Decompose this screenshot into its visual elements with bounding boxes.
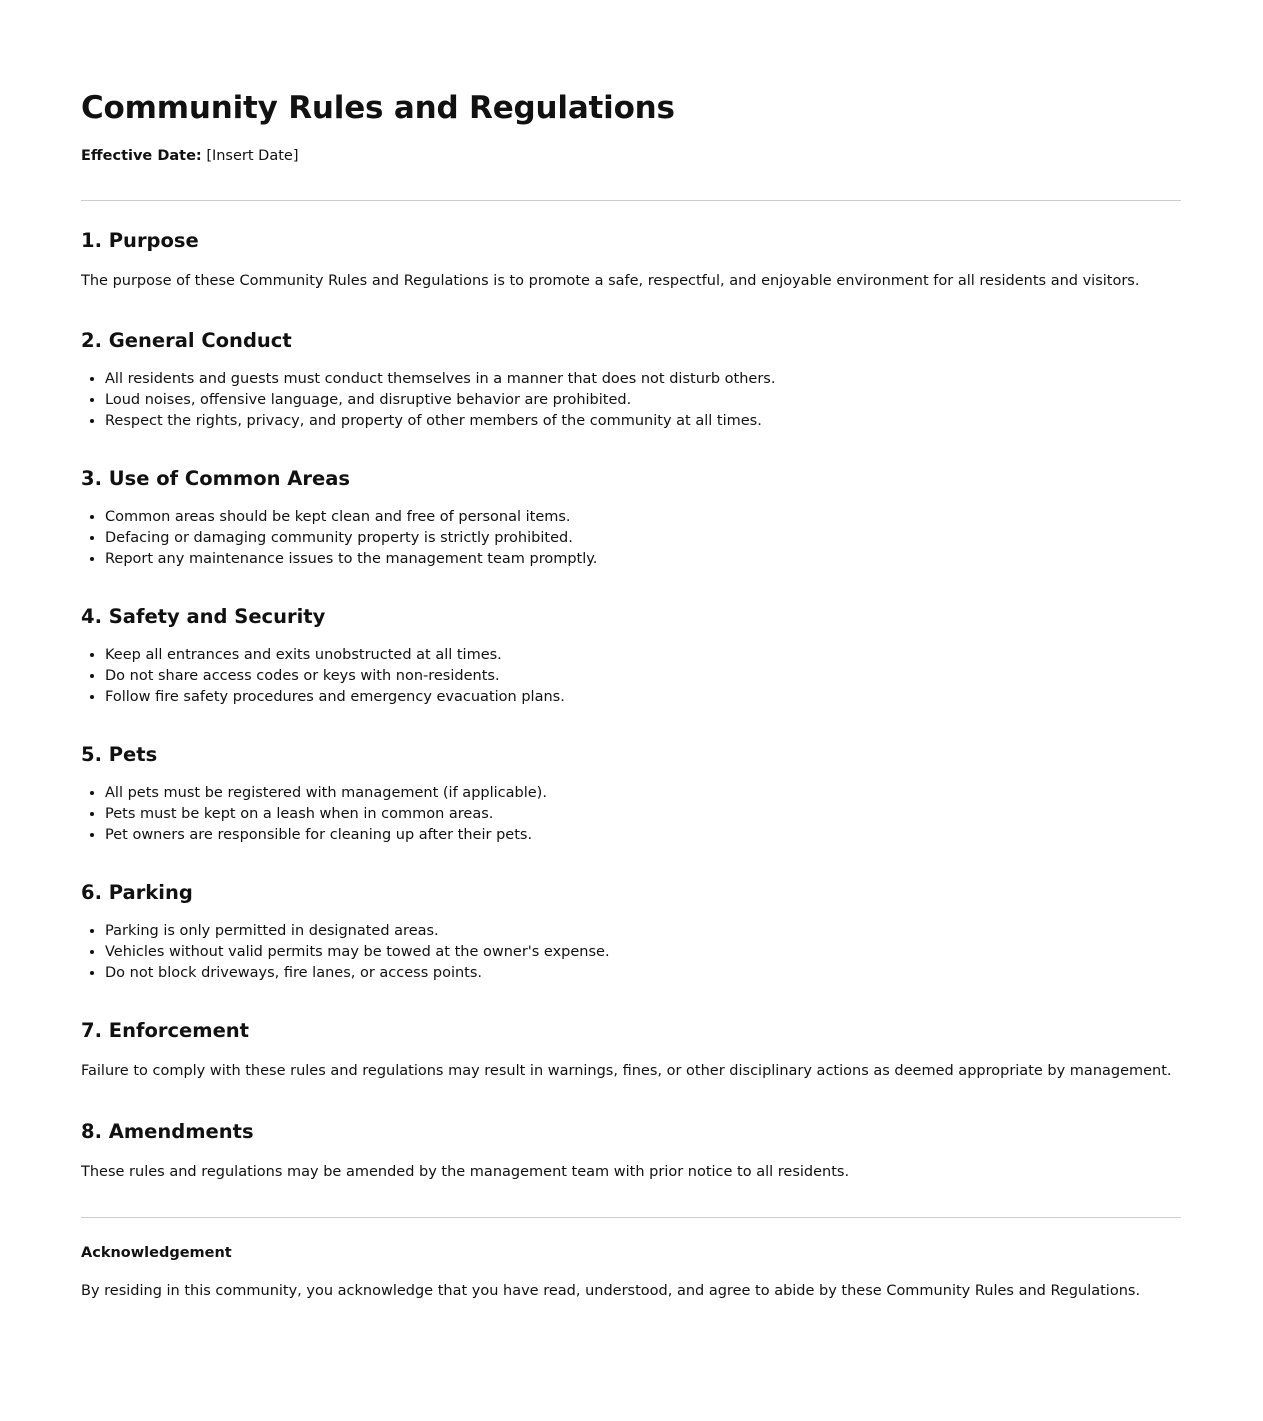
list-item: • Keep all entrances and exits unobstructed at all times. (105, 645, 1181, 666)
list-item: • Pet owners are responsible for cleaning up after their pets. (105, 825, 1181, 846)
section-paragraph: Failure to comply with these rules and regulations may result in warnings, fines, or other disciplinary actions as deemed appropriate by management. (81, 1063, 1172, 1079)
acknowledgement-title: Acknowledgement (81, 1245, 232, 1261)
section-heading: 2. General Conduct (81, 329, 292, 352)
list-item: • Follow fire safety procedures and emergency evacuation plans. (105, 687, 1181, 708)
list-item: • Pets must be kept on a leash when in common areas. (105, 804, 1181, 825)
section-heading: 6. Parking (81, 881, 193, 904)
section-pets (81, 742, 1181, 846)
section-general-conduct (81, 328, 1181, 432)
section-heading: 4. Safety and Security (81, 605, 326, 628)
list-item: • Common areas should be kept clean and free of personal items. (105, 507, 1181, 528)
list-item: • Respect the rights, privacy, and property of other members of the community at all times. (105, 411, 1181, 432)
list-item: • Do not share access codes or keys with non-residents. (105, 666, 1181, 687)
effective-date-label: Effective Date: (81, 148, 202, 164)
list-item: • Report any maintenance issues to the management team promptly. (105, 549, 1181, 570)
rules-list (81, 921, 1181, 984)
section-common-areas (81, 466, 1181, 570)
rules-list (81, 507, 1181, 570)
list-item: • Loud noises, offensive language, and disruptive behavior are prohibited. (105, 390, 1181, 411)
rules-list (81, 369, 1181, 432)
list-item: • Vehicles without valid permits may be towed at the owner's expense. (105, 942, 1181, 963)
section-paragraph: These rules and regulations may be amended by the management team with prior notice to all residents. (81, 1164, 850, 1180)
section-enforcement (81, 1018, 1181, 1082)
acknowledgement-text: By residing in this community, you acknowledge that you have read, understood, and agree to abide by these Community Rules and Regulations. (81, 1283, 1141, 1299)
list-item: • Do not block driveways, fire lanes, or access points. (105, 963, 1181, 984)
effective-date (81, 146, 298, 166)
document-page (81, 0, 1181, 1300)
effective-date-value: [Insert Date] (206, 148, 299, 164)
section-parking (81, 880, 1181, 984)
section-heading: 1. Purpose (81, 229, 199, 252)
page-title: Community Rules and Regulations (81, 90, 675, 126)
section-safety-security (81, 604, 1181, 708)
section-amendments (81, 1119, 1181, 1183)
footer-divider (81, 1217, 1181, 1218)
section-purpose (81, 228, 1181, 292)
list-item: • All pets must be registered with management (if applicable). (105, 783, 1181, 804)
list-item: • All residents and guests must conduct themselves in a manner that does not disturb others. (105, 369, 1181, 390)
section-paragraph: The purpose of these Community Rules and Regulations is to promote a safe, respectful, and enjoyable environment for all residents and visitors. (81, 273, 1140, 289)
list-item: • Parking is only permitted in designated areas. (105, 921, 1181, 942)
section-heading: 7. Enforcement (81, 1019, 249, 1042)
section-heading: 5. Pets (81, 743, 158, 766)
rules-list (81, 645, 1181, 708)
header-divider (81, 200, 1181, 201)
rules-list (81, 783, 1181, 846)
list-item: • Defacing or damaging community property is strictly prohibited. (105, 528, 1181, 549)
section-heading: 8. Amendments (81, 1120, 254, 1143)
section-heading: 3. Use of Common Areas (81, 467, 351, 490)
